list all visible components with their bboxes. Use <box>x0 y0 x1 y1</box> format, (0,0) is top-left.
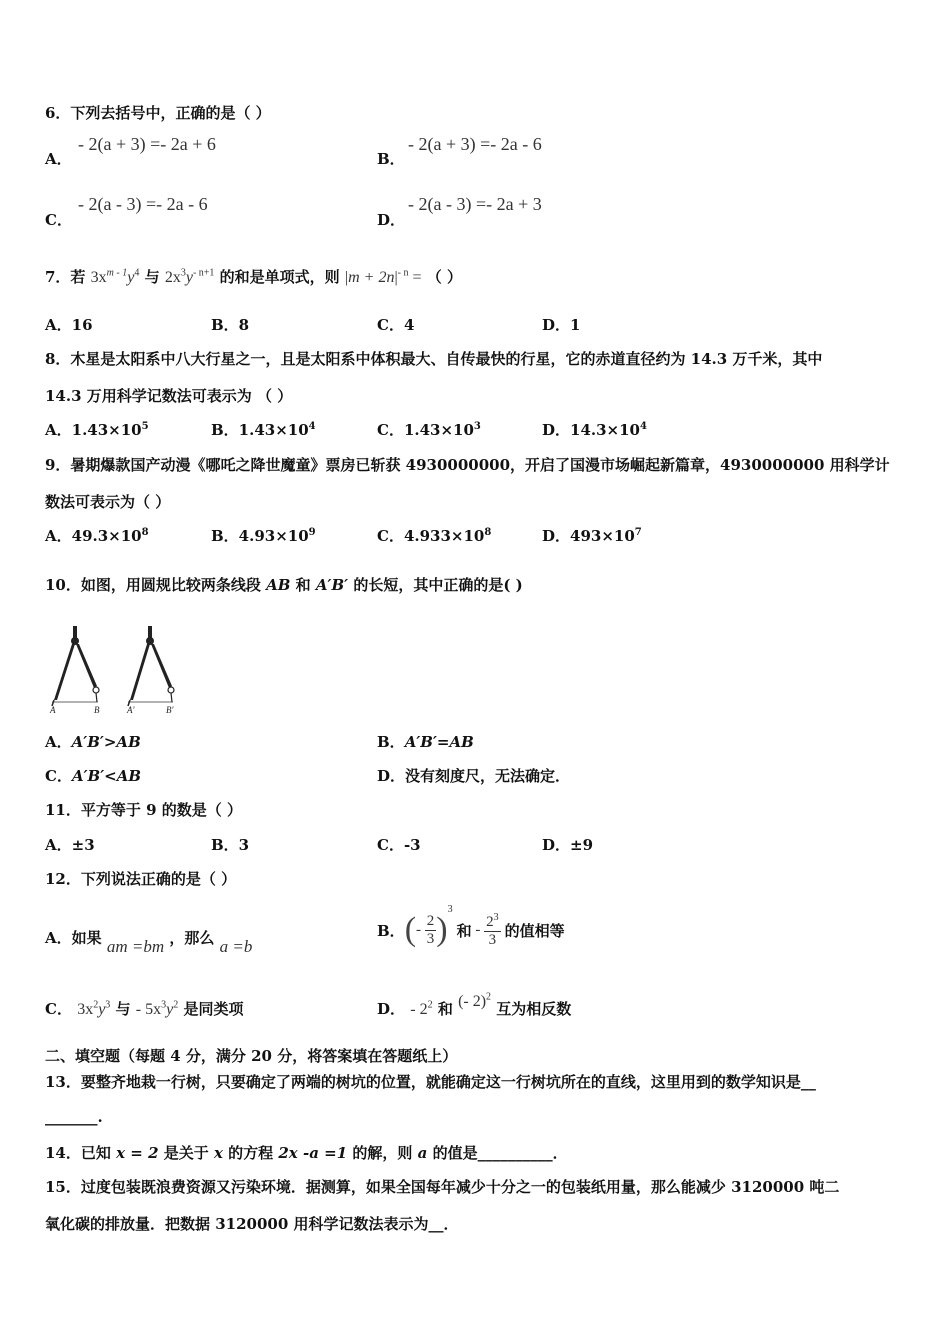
q9-option-c: C．$4.933\times 10^8$ <box>377 527 492 545</box>
q12-option-c: C． $3x^2y^3$ 与 - $5x^3y^2$ 是同类项 <box>45 999 244 1018</box>
q7-tail: （ ） <box>426 268 463 286</box>
q7-option-a: A．16 <box>45 316 93 334</box>
left-paren: ( <box>404 911 417 948</box>
q7-stem <box>45 266 462 287</box>
q12-b-fraction: $\frac{2}{3}$ <box>426 912 435 947</box>
q6-option-d-expr: - 2(a - 3) =- 2a + 3 <box>408 194 542 214</box>
q13-line1: 13．要整齐地栽一行树，只要确定了两端的树坑的位置，就能确定这一行树坑所在的直线，这里用到的数学知识是__ <box>45 1073 816 1091</box>
q8-option-c: C．$1.43\times 10^3$ <box>377 421 481 439</box>
q8-line2: 14.3 万用科学记数法可表示为 （ ） <box>45 387 293 405</box>
fig-label-b-prime: B' <box>166 705 174 715</box>
q7-option-d: D．1 <box>542 316 581 334</box>
fig-label-b: B <box>94 705 100 715</box>
q10-option-c: C．A′B′<AB <box>45 767 142 785</box>
section-2-title: 二、填空题（每题 4 分，满分 20 分，将答案填在答题纸上） <box>45 1047 458 1065</box>
q10-option-a: A．A′B′>AB <box>45 733 141 751</box>
q10-option-b: B．A′B′=AB <box>377 733 474 751</box>
q9-line2: 数法可表示为（ ） <box>45 493 171 511</box>
q7-prefix: 7．若 <box>45 268 86 286</box>
compass-figure <box>45 622 185 718</box>
q7-mid: 与 <box>144 268 160 286</box>
q6-stem: 6．下列去括号中，正确的是（ ） <box>45 104 271 122</box>
q9-option-d: D．$493\times 10^7$ <box>542 527 642 545</box>
q9-line1: 9．暑期爆款国产动漫《哪吒之降世魔童》票房已斩获 4930000000，开启了国漫市场崛起新篇章，4930000000 用科学计 <box>45 456 890 474</box>
q9-option-a: A．$49.3\times 10^8$ <box>45 527 149 545</box>
q6-option-b-expr: - 2(a + 3) =- 2a - 6 <box>408 134 542 154</box>
q7-abs-expr: $|m + 2n|^{- n}$ = <box>344 267 422 286</box>
q7-suffix: 的和是单项式，则 <box>219 268 340 286</box>
q12-option-b: B． ( - $\frac{2}{3}$ ) $^3$ 和 - $\frac{2^3}{3}$ 的值相等 <box>377 904 565 948</box>
q6-option-a-label: A． <box>45 150 72 168</box>
q11-stem: 11．平方等于 9 的数是（ ） <box>45 801 242 819</box>
q12-stem: 12．下列说法正确的是（ ） <box>45 870 237 888</box>
q14-text: 14．已知 x = 2 是关于 x 的方程 2x -a =1 的解，则 a 的值是__________． <box>45 1144 568 1162</box>
compass-left-icon <box>52 626 99 706</box>
q8-option-a: A．$1.43\times 10^5$ <box>45 421 149 439</box>
q15-line2: 氧化碳的排放量．把数据 3120000 用科学记数法表示为__． <box>45 1215 459 1233</box>
q6-option-c-expr: - 2(a - 3) =- 2a - 6 <box>78 194 208 214</box>
q13-line2: _______. <box>45 1108 103 1126</box>
q6-option-c-label: C． <box>45 211 72 229</box>
q6-option-d-label: D． <box>377 211 406 229</box>
q12-option-d: D． - $2^2$ 和 (- 2)$^2$ 互为相反数 <box>377 991 572 1018</box>
q10-stem: 10．如图，用圆规比较两条线段 AB 和 A′B′ 的长短，其中正确的是( ) <box>45 576 523 594</box>
q7-term2: $2x^3y^{- n+1}$ <box>164 267 215 286</box>
q7-option-b: B．8 <box>211 316 250 334</box>
q8-option-b: B．$1.43\times 10^4$ <box>211 421 316 439</box>
q7-option-c: C．4 <box>377 316 415 334</box>
q11-option-b: B．3 <box>211 836 250 854</box>
compass-right-icon <box>128 626 174 706</box>
q15-line1: 15．过度包装既浪费资源又污染环境．据测算，如果全国每年减少十分之一的包装纸用量，那么能减少 3120000 吨二 <box>45 1178 840 1196</box>
q8-option-d: D．$14.3\times 10^4$ <box>542 421 647 439</box>
q11-option-a: A．±3 <box>45 836 95 854</box>
fig-label-a: A <box>50 705 56 715</box>
q8-line1: 8．木星是太阳系中八大行星之一，且是太阳系中体积最大、自传最快的行星，它的赤道直径约为 14.3 万千米，其中 <box>45 350 823 368</box>
q7-term1: $3x^{m - 1}y^4$ <box>90 267 140 286</box>
q10-option-d: D．没有刻度尺，无法确定． <box>377 767 571 785</box>
q9-option-b: B．$4.93\times 10^9$ <box>211 527 316 545</box>
q11-option-c: C．-3 <box>377 836 421 854</box>
q12-b-fraction2: $\frac{2^3}{3}$ <box>486 911 499 948</box>
q12-option-a: A．如果 am =bm ，那么 a =b <box>45 929 253 956</box>
right-paren: ) <box>436 911 448 948</box>
fig-label-a-prime: A' <box>127 705 135 715</box>
q11-option-d: D．±9 <box>542 836 594 854</box>
q6-option-a-expr: - 2(a + 3) =- 2a + 6 <box>78 134 216 154</box>
q6-option-b-label: B． <box>377 150 405 168</box>
